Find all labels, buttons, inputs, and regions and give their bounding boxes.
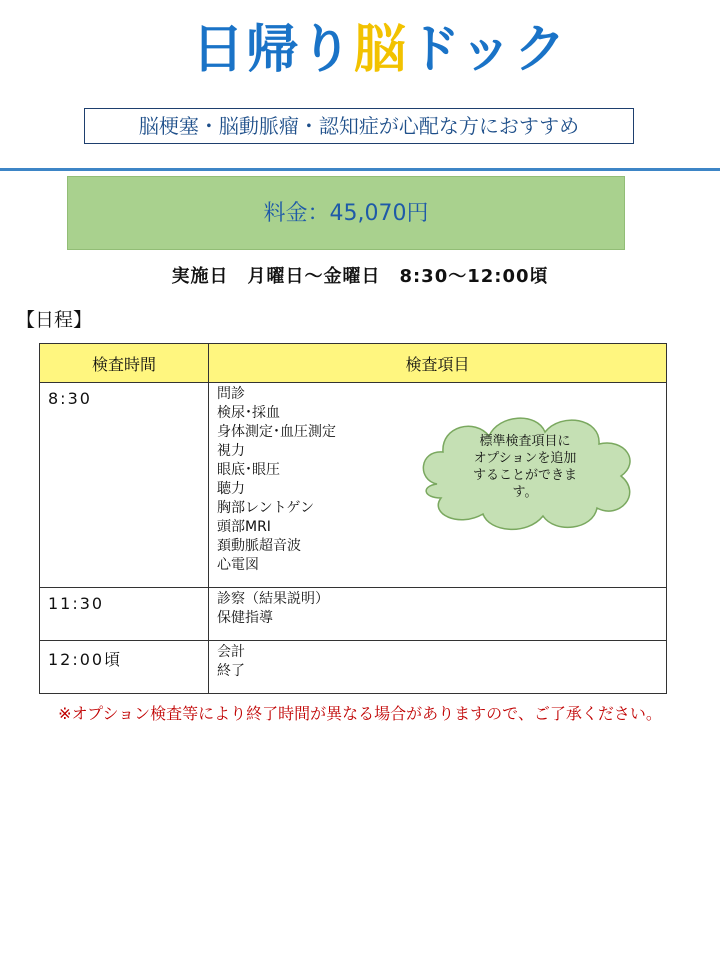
price-box: [67, 176, 625, 250]
page-title: [0, 18, 720, 82]
callout-line: す。: [512, 485, 538, 500]
schedule-line: 実施日 月曜日～金曜日 8:30～12:00頃: [171, 266, 549, 287]
callout-line: 標準検査項目に: [479, 434, 571, 449]
exam-item: 診察（結果説明）: [217, 591, 329, 607]
exam-item: 保健指導: [217, 610, 273, 626]
exam-item: 胸部レントゲン: [217, 500, 315, 516]
exam-item: 検尿･採血: [217, 405, 280, 421]
exam-item: 会計: [217, 644, 245, 660]
table-row: [40, 588, 667, 641]
header-items: 検査項目: [209, 344, 667, 383]
exam-item: 問診: [217, 386, 245, 402]
exam-item: 視力: [217, 443, 245, 459]
exam-item: 眼底･眼圧: [217, 462, 280, 478]
section-label: 【日程】: [16, 309, 93, 331]
exam-item: 頭部MRI: [217, 519, 271, 535]
divider: [0, 168, 720, 171]
title-accent: 脳: [354, 20, 409, 80]
items-cell: [209, 641, 667, 694]
title-part1: 日帰り: [192, 20, 355, 80]
callout-line: することができま: [472, 468, 577, 483]
items-cell: [209, 588, 667, 641]
callout-line: オプションを追加: [473, 451, 577, 466]
callout-text: [450, 433, 600, 501]
title-part2: ドック: [408, 20, 568, 80]
table-header-row: [40, 344, 667, 383]
exam-item: 聴力: [217, 481, 245, 497]
exam-item: 頚動脈超音波: [217, 538, 301, 554]
header-time: 検査時間: [40, 344, 209, 383]
exam-item: 心電図: [217, 557, 259, 573]
time-cell: 11:30: [40, 588, 209, 641]
exam-item: 身体測定･血圧測定: [217, 424, 336, 440]
subtitle-box: 脳梗塞・脳動脈瘤・認知症が心配な方におすすめ: [84, 108, 634, 144]
price-value: 45,070円: [329, 201, 429, 226]
table-row: [40, 641, 667, 694]
notice-text: ※オプション検査等により終了時間が異なる場合がありますので、ご了承ください。: [58, 704, 662, 723]
time-cell: 8:30: [40, 383, 209, 588]
price-label: 料金：: [263, 201, 330, 226]
exam-item: 終了: [217, 663, 245, 679]
time-cell: 12:00頃: [40, 641, 209, 694]
